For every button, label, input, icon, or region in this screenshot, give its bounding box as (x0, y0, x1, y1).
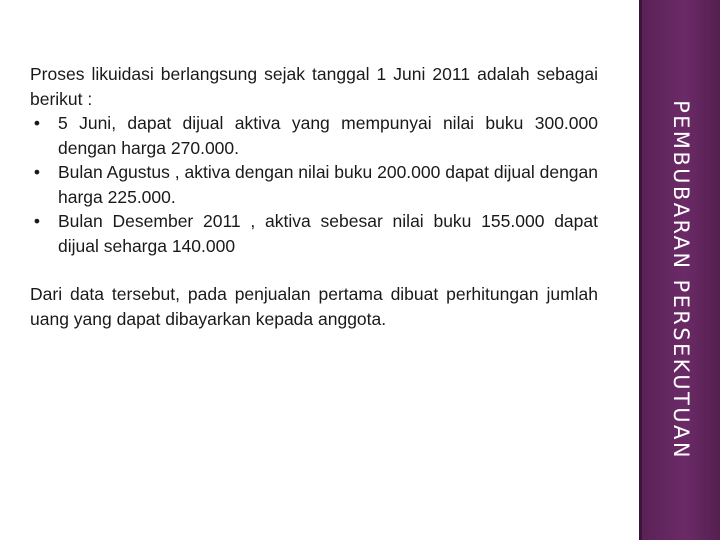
bullet-icon: • (33, 113, 41, 133)
bullet-icon: • (33, 211, 41, 231)
list-item-text: 5 Juni, dapat dijual aktiva yang mempunyai nilai buku 300.000 dengan harga 270.000. (58, 113, 598, 158)
list-item (30, 209, 598, 258)
list-item-text: Bulan Desember 2011 , aktiva sebesar nilai buku 155.000 dapat dijual seharga 140.000 (58, 211, 598, 256)
list-item (30, 111, 598, 160)
list-item-text: Bulan Agustus , aktiva dengan nilai buku 200.000 dapat dijual dengan harga 225.000. (58, 162, 599, 207)
intro-text: Proses likuidasi berlangsung sejak tanggal 1 Juni 2011 adalah sebagai berikut : (30, 64, 598, 109)
bullet-list (30, 111, 598, 258)
list-item (30, 160, 598, 209)
title-sidebar (642, 0, 720, 540)
slide-title: PEMBUBARAN PERSEKUTUAN (669, 100, 693, 460)
slide-body (30, 62, 598, 331)
sidebar-divider (639, 0, 642, 540)
bullet-icon: • (33, 162, 41, 182)
conclusion-text: Dari data tersebut, pada penjualan pertama dibuat perhitungan jumlah uang yang dapat dibayarkan kepada anggota. (30, 284, 598, 329)
